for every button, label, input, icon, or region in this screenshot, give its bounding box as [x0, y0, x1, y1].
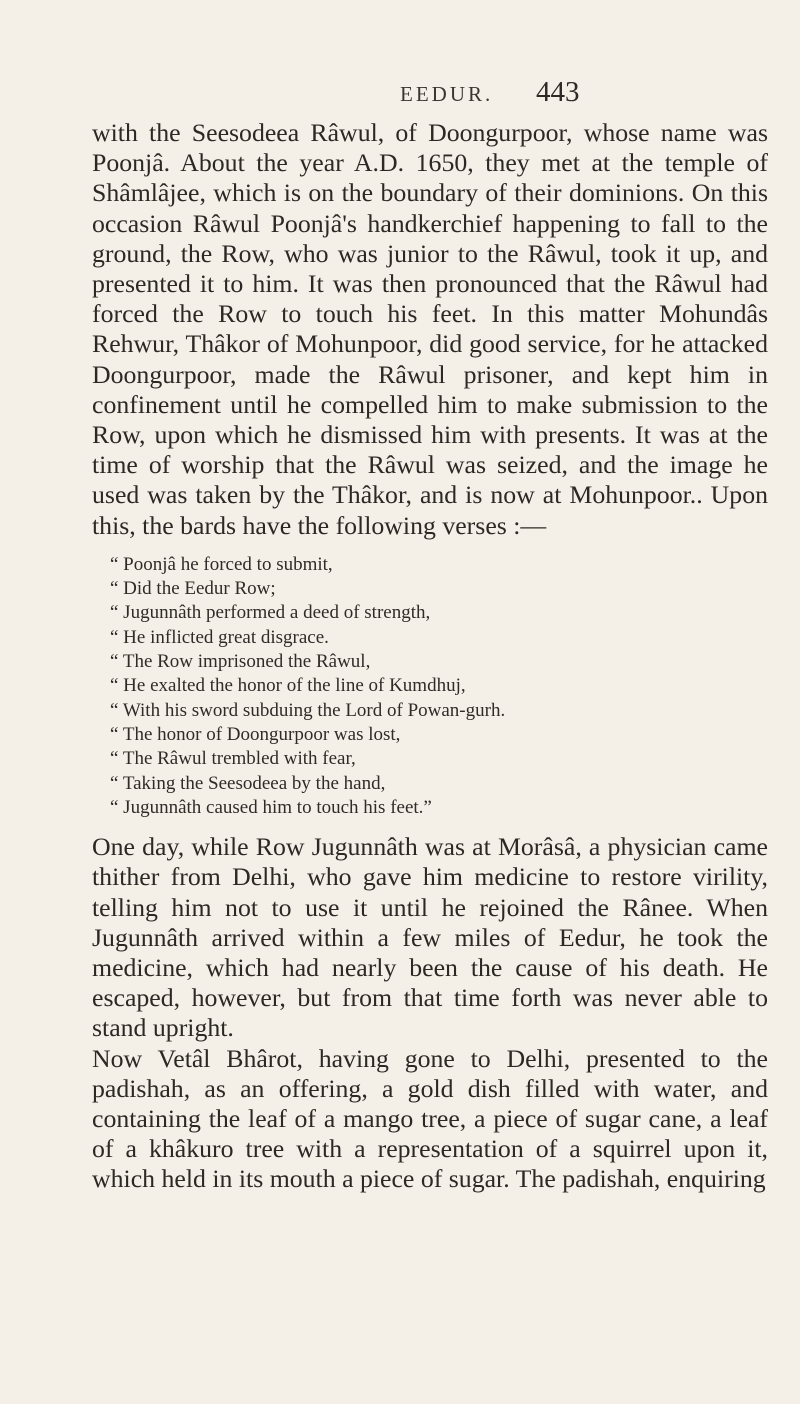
verse-line-6: “ He exalted the honor of the line of Kumdhuj,: [110, 675, 466, 697]
running-head: [0, 70, 800, 110]
body-text: [92, 118, 768, 1195]
paragraph-3: Now Vetâl Bhârot, having gone to Delhi, presented to the padishah, as an offering, a gold dish filled with water, and containing the leaf of a mango tree, a piece of sugar cane, a leaf of a khâkuro tree with a representation of a squirrel upon it, which held in its mouth a piece of sugar. The padishah, enquiring: [92, 1043, 768, 1194]
verse-line-1: “ Poonjâ he forced to submit,: [110, 553, 333, 575]
verse-line-3: “ Jugunnâth performed a deed of strength,: [110, 602, 431, 624]
verse-line-7: “ With his sword subduing the Lord of Powan-gurh.: [110, 699, 506, 721]
verse-line-8: “ The honor of Doongurpoor was lost,: [110, 723, 401, 745]
verse-block: [110, 553, 768, 820]
verse-line-4: “ He inflicted great disgrace.: [110, 626, 329, 648]
paragraph-2: One day, while Row Jugunnâth was at Morâsâ, a physician came thither from Delhi, who gave him medicine to restore virility, telling him not to use it until he rejoined the Rânee. When Jugunnâth arrived within a few miles of Eedur, he took the medicine, which had nearly been the cause of his death. He escaped, however, but from that time forth was never able to stand upright.: [92, 832, 768, 1043]
paragraph-1: with the Seesodeea Râwul, of Doongurpoor, whose name was Poonjâ. About the year A.D. 1650, they met at the temple of Shâmlâjee, which is on the boundary of their dominions. On this occasion Râwul Poonjâ's handkerchief happening to fall to the ground, the Row, who was junior to the Râwul, took it up, and presented it to him. It was then pronounced that the Râwul had forced the Row to touch his feet. In this matter Mohundâs Rehwur, Thâkor of Mohunpoor, did good service, for he attacked Doongurpoor, made the Râwul prisoner, and kept him in confinement until he compelled him to make submission to the Row, upon which he dismissed him with presents. It was at the time of worship that the Râwul was seized, and the image he used was taken by the Thâkor, and is now at Mohunpoor.. Upon this, the bards have the following verses :—: [92, 118, 768, 540]
verse-line-2: “ Did the Eedur Row;: [110, 578, 276, 600]
running-title: EEDUR.: [400, 82, 494, 106]
page-number: 443: [536, 76, 580, 108]
verse-line-5: “ The Row imprisoned the Râwul,: [110, 651, 371, 673]
verse-line-11: “ Jugunnâth caused him to touch his feet.”: [110, 796, 432, 818]
verse-line-10: “ Taking the Seesodeea by the hand,: [110, 772, 386, 794]
verse-line-9: “ The Râwul trembled with fear,: [110, 748, 356, 770]
